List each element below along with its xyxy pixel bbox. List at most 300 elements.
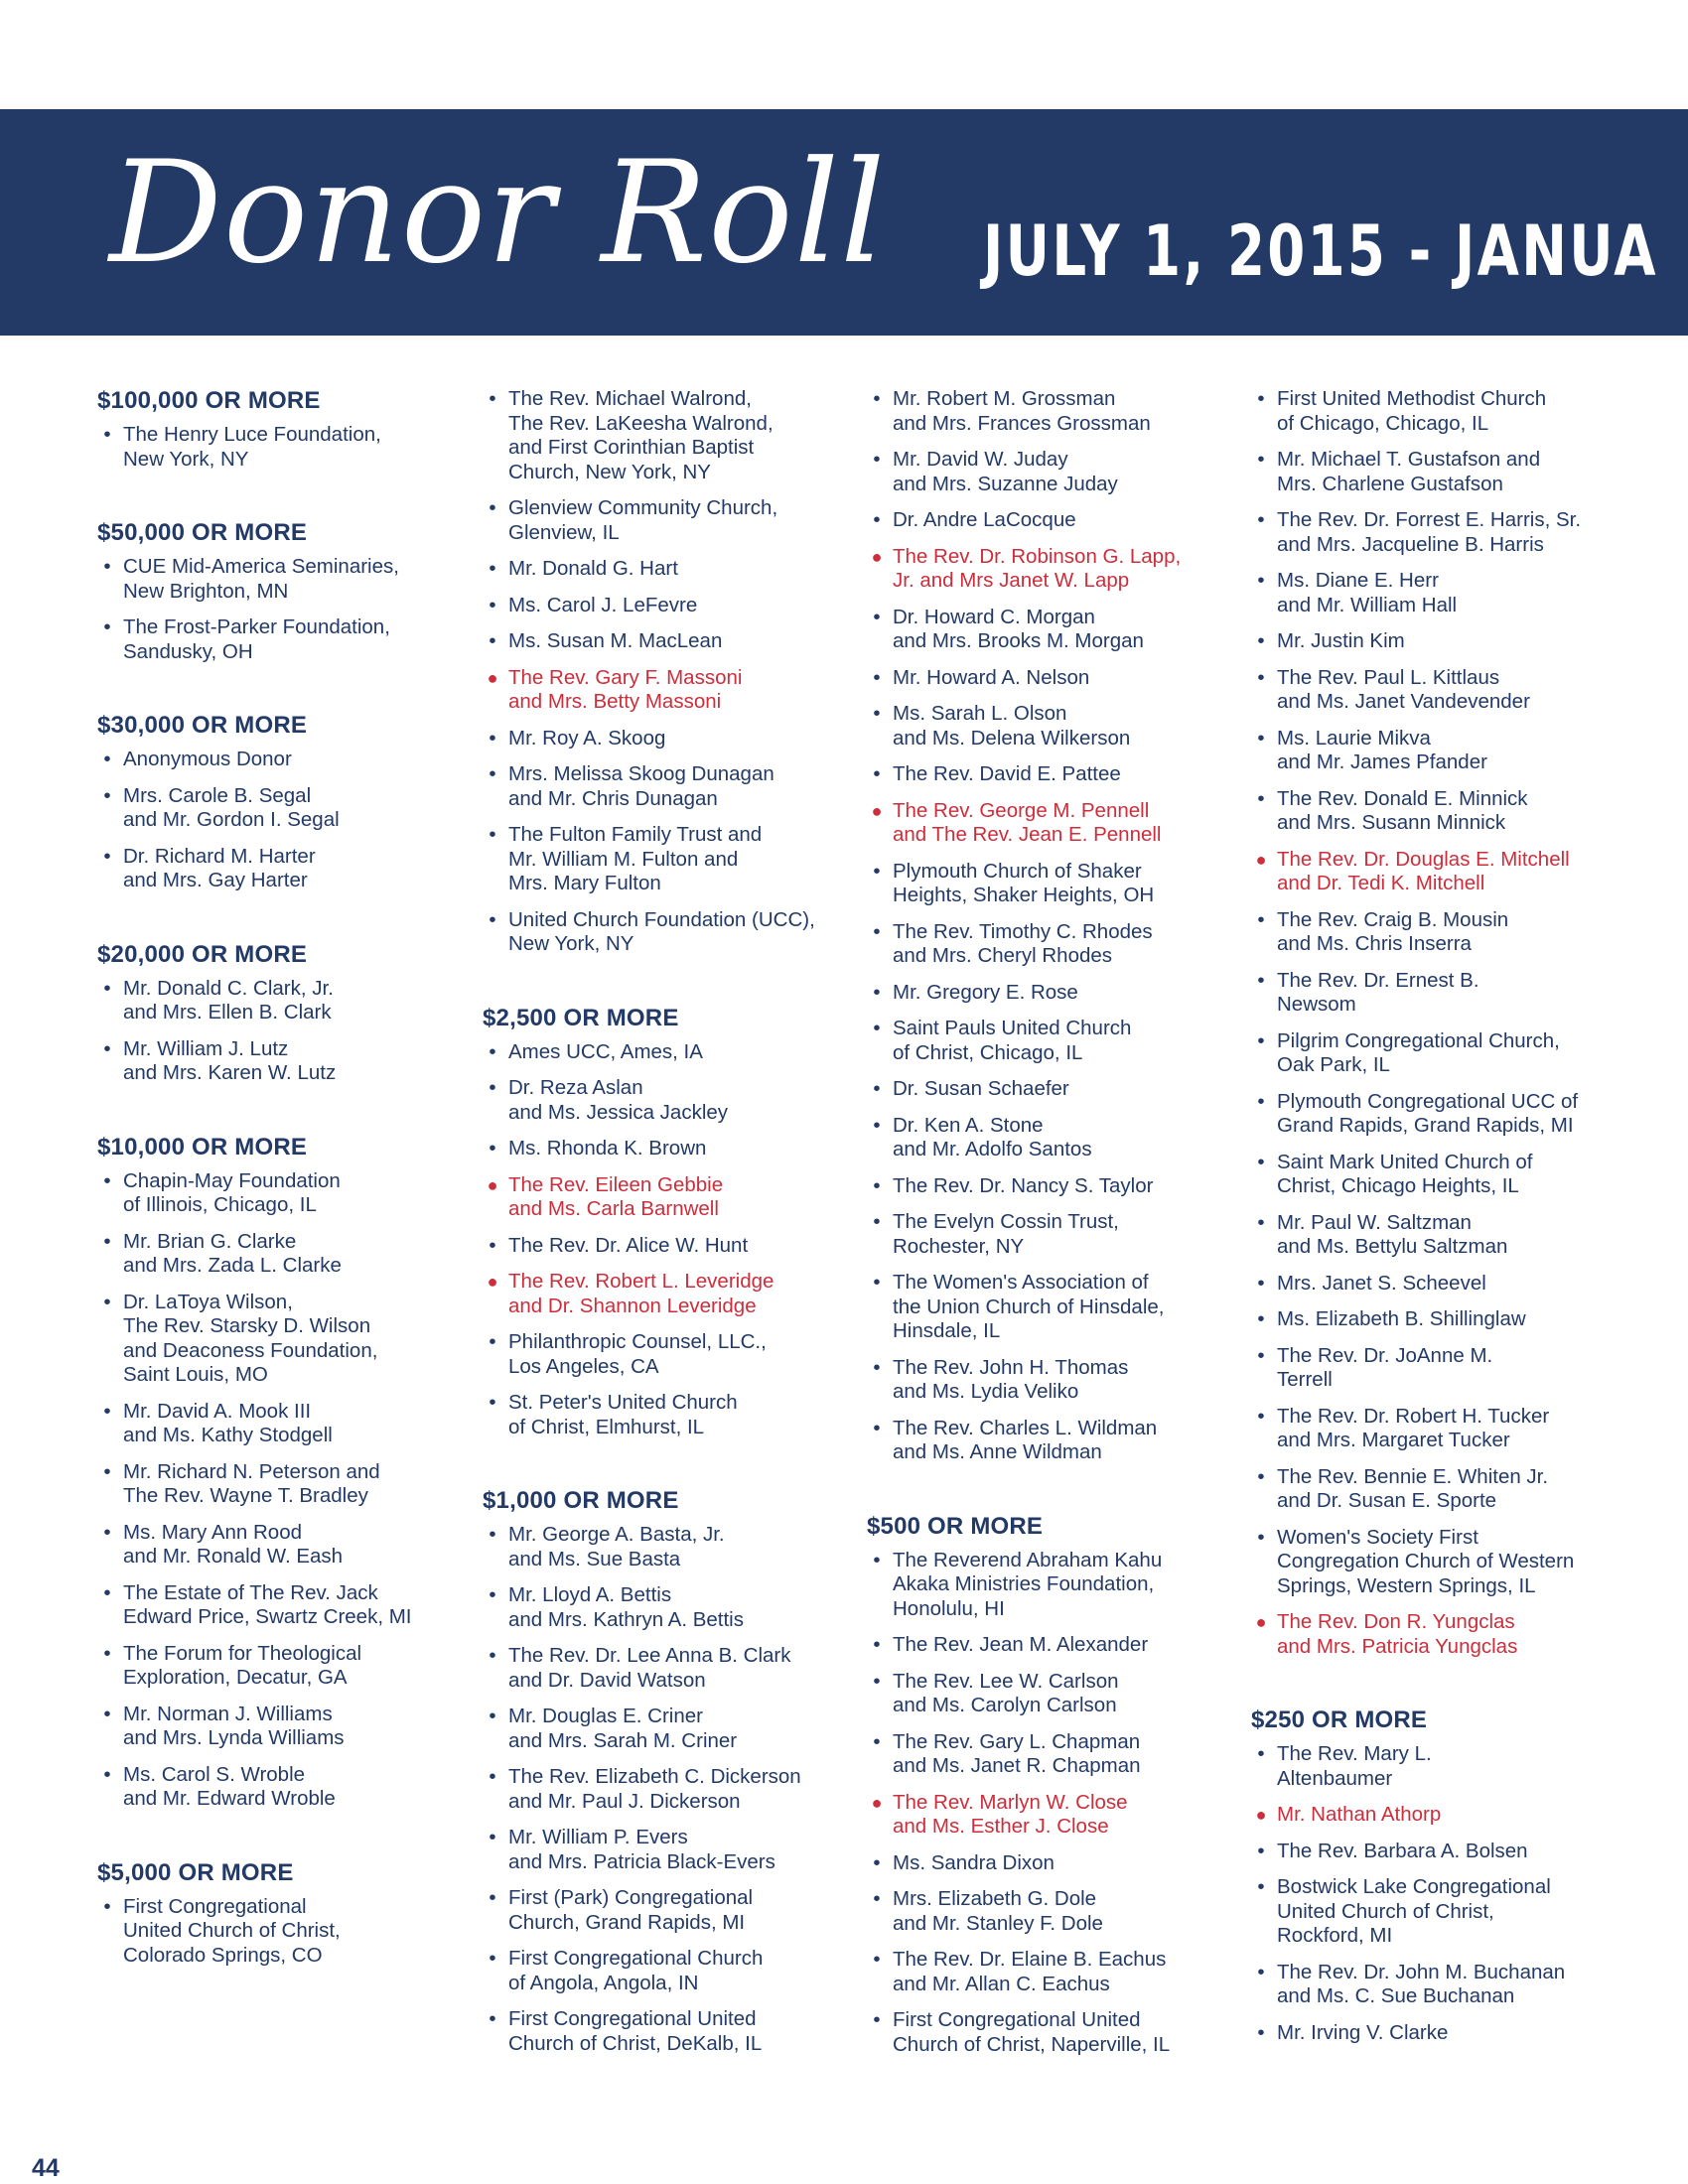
bullet-icon: • — [873, 762, 881, 785]
donor-column-2 — [483, 387, 850, 2104]
donor-entry — [1251, 1344, 1618, 1393]
donor-name: Pilgrim Congregational Church, Oak Park, IL — [1277, 1028, 1560, 1076]
donor-name: The Frost-Parker Foundation, Sandusky, OH — [123, 615, 390, 663]
donor-entry — [97, 1291, 465, 1388]
giving-level-section — [97, 1859, 465, 1969]
bullet-icon: • — [1257, 1525, 1265, 1549]
donor-name: The Women's Association of the Union Church of Hinsdale, Hinsdale, IL — [893, 1271, 1165, 1342]
bullet-icon: • — [1257, 2020, 1265, 2044]
bullet-icon: • — [103, 976, 111, 1000]
donor-name: The Rev. Donald E. Minnick and Mrs. Susann Minnick — [1277, 786, 1528, 834]
bullet-icon: • — [103, 1036, 111, 1060]
donor-name: Mr. David A. Mook III and Ms. Kathy Stodgell — [123, 1399, 333, 1446]
donor-entry — [867, 448, 1234, 496]
bullet-icon: • — [1257, 1464, 1265, 1488]
bullet-icon: • — [1257, 387, 1265, 410]
donor-entry — [1251, 1405, 1618, 1453]
red-drop-icon: ● — [1255, 1805, 1267, 1825]
donor-entry — [483, 1523, 850, 1571]
bullet-icon: • — [1257, 1210, 1265, 1234]
donor-list — [483, 1523, 850, 2056]
donor-entry — [1251, 1465, 1618, 1514]
donor-name: Mr. Paul W. Saltzman and Ms. Bettylu Saltzman — [1277, 1210, 1508, 1258]
donor-name: The Rev. Dr. Robert H. Tucker and Mrs. Margaret Tucker — [1277, 1404, 1550, 1451]
donor-entry — [97, 1642, 465, 1691]
giving-level-section — [97, 519, 465, 664]
donor-name: First Congregational Church of Angola, Angola, IN — [508, 1947, 764, 1994]
donor-entry-highlighted — [867, 799, 1234, 848]
donor-entry — [97, 784, 465, 833]
donor-name: Ms. Rhonda K. Brown — [508, 1137, 707, 1160]
donor-entry — [1251, 1090, 1618, 1139]
donor-name: The Evelyn Cossin Trust, Rochester, NY — [893, 1210, 1119, 1258]
donor-name: The Rev. Marlyn W. Close and Ms. Esther J. Close — [893, 1790, 1128, 1838]
bullet-icon: • — [1257, 629, 1265, 652]
bullet-icon: • — [103, 615, 111, 638]
red-drop-icon: ● — [871, 1792, 883, 1813]
bullet-icon: • — [873, 1210, 881, 1233]
bullet-icon: • — [489, 762, 496, 785]
donor-entry — [1251, 1151, 1618, 1199]
donor-list — [97, 977, 465, 1086]
donor-name: The Rev. Dr. JoAnne M. Terrell — [1277, 1343, 1493, 1391]
bullet-icon: • — [103, 844, 111, 868]
donor-name: The Rev. Dr. Ernest B. Newsom — [1277, 968, 1479, 1016]
donor-entry-highlighted — [1251, 1803, 1618, 1828]
donor-name: Ms. Laurie Mikva and Mr. James Pfander — [1277, 726, 1487, 773]
bullet-icon: • — [103, 748, 111, 770]
donor-column-3 — [867, 387, 1234, 2105]
donor-name: The Rev. Dr. Alice W. Hunt — [508, 1233, 749, 1257]
red-drop-icon: ● — [487, 667, 498, 688]
donor-column-4 — [1251, 387, 1618, 2093]
donor-entry — [867, 1730, 1234, 1779]
bullet-icon: • — [873, 1416, 881, 1439]
giving-level-heading: $20,000 OR MORE — [97, 940, 308, 968]
donor-name: First Congregational United Church of Christ, Naperville, IL — [893, 2008, 1171, 2056]
donor-entry — [97, 423, 465, 472]
donor-entry — [1251, 1211, 1618, 1260]
bullet-icon: • — [489, 1330, 496, 1353]
giving-level-section — [97, 387, 465, 472]
red-drop-icon: ● — [487, 1272, 498, 1292]
bullet-icon: • — [873, 2008, 881, 2031]
donor-entry-highlighted — [867, 545, 1234, 594]
donor-name: The Estate of The Rev. Jack Edward Price, Swartz Creek, MI — [123, 1580, 412, 1628]
donor-name: The Rev. Don R. Yungclas and Mrs. Patricia Yungclas — [1277, 1610, 1518, 1658]
donor-entry — [1251, 727, 1618, 775]
donor-entry — [97, 615, 465, 664]
donor-entry — [483, 1947, 850, 1995]
donor-name: Mrs. Janet S. Scheevel — [1277, 1271, 1486, 1295]
donor-entry — [1251, 1840, 1618, 1864]
red-drop-icon: ● — [871, 800, 883, 821]
donor-entry — [483, 1765, 850, 1814]
donor-name: The Rev. Elizabeth C. Dickerson and Mr. Paul J. Dickerson — [508, 1765, 801, 1813]
bullet-icon: • — [489, 1947, 496, 1970]
bullet-icon: • — [103, 1580, 111, 1604]
bullet-icon: • — [489, 496, 496, 519]
bullet-icon: • — [489, 1523, 496, 1546]
donor-name: First Congregational United Church of Christ, DeKalb, IL — [508, 2007, 763, 2055]
donor-name: The Rev. George M. Pennell and The Rev. Jean E. Pennell — [893, 798, 1162, 846]
donor-entry — [1251, 1029, 1618, 1078]
donor-name: Plymouth Church of Shaker Heights, Shaker Heights, OH — [893, 859, 1155, 906]
donor-entry — [1251, 1875, 1618, 1949]
donor-name: Mr. William J. Lutz and Mrs. Karen W. Lutz — [123, 1036, 337, 1084]
donor-entry — [483, 2007, 850, 2056]
bullet-icon: • — [1257, 1343, 1265, 1367]
donor-name: Ms. Carol J. LeFevre — [508, 593, 698, 616]
giving-level-heading: $50,000 OR MORE — [97, 519, 308, 546]
giving-level-heading: $2,500 OR MORE — [483, 1004, 679, 1031]
bullet-icon: • — [1257, 1875, 1265, 1898]
donor-entry — [1251, 787, 1618, 836]
bullet-icon: • — [873, 1113, 881, 1137]
donor-entry — [483, 1076, 850, 1125]
donor-entry — [97, 748, 465, 772]
donor-name: Dr. Andre LaCocque — [893, 508, 1076, 531]
donor-entry — [1251, 569, 1618, 617]
donor-entry — [483, 1644, 850, 1693]
donor-entry — [483, 1886, 850, 1935]
bullet-icon: • — [489, 629, 496, 652]
bullet-icon: • — [873, 1887, 881, 1910]
bullet-icon: • — [1257, 786, 1265, 810]
donor-list — [867, 387, 1234, 1465]
bullet-icon: • — [103, 1641, 111, 1665]
bullet-icon: • — [103, 1702, 111, 1725]
bullet-icon: • — [873, 980, 881, 1004]
donor-entry — [97, 1400, 465, 1448]
donor-entry — [483, 908, 850, 957]
giving-level-section — [1251, 387, 1618, 1659]
giving-level-section — [97, 712, 465, 893]
donor-entry — [97, 1581, 465, 1630]
bullet-icon: • — [103, 1290, 111, 1313]
bullet-icon: • — [873, 1669, 881, 1693]
bullet-icon: • — [873, 1017, 881, 1039]
bullet-icon: • — [873, 387, 881, 410]
donor-name: The Rev. Timothy C. Rhodes and Mrs. Cheryl Rhodes — [893, 919, 1153, 967]
donor-name: Mr. Brian G. Clarke and Mrs. Zada L. Clarke — [123, 1229, 342, 1277]
donor-list — [1251, 387, 1618, 1659]
donor-list — [867, 1549, 1234, 2058]
giving-level-heading: $30,000 OR MORE — [97, 712, 308, 739]
donor-entry — [1251, 1742, 1618, 1791]
donor-name: Mrs. Carole B. Segal and Mr. Gordon I. Segal — [123, 783, 340, 831]
donor-list — [97, 423, 465, 472]
donor-entry — [97, 1521, 465, 1570]
donor-name: First (Park) Congregational Church, Grand Rapids, MI — [508, 1886, 754, 1934]
donor-entry — [867, 1549, 1234, 1622]
bullet-icon: • — [103, 423, 111, 446]
donor-name: Ms. Diane E. Herr and Mr. William Hall — [1277, 569, 1458, 616]
donor-entry — [867, 860, 1234, 908]
donor-name: Dr. Reza Aslan and Ms. Jessica Jackley — [508, 1076, 729, 1124]
donor-name: The Rev. Dr. Robinson G. Lapp, Jr. and Mrs Janet W. Lapp — [893, 544, 1182, 592]
donor-name: Mr. Justin Kim — [1277, 629, 1405, 652]
donor-column-1 — [97, 387, 465, 2015]
donor-entry-highlighted — [1251, 1610, 1618, 1659]
bullet-icon: • — [489, 387, 496, 410]
donor-entry — [867, 702, 1234, 751]
donor-name: Mrs. Melissa Skoog Dunagan and Mr. Chris Dunagan — [508, 762, 774, 810]
donor-name: Ms. Susan M. MacLean — [508, 629, 723, 652]
giving-level-section — [867, 1513, 1234, 2058]
donor-list — [1251, 1742, 1618, 2045]
donor-entry — [483, 629, 850, 654]
bullet-icon: • — [873, 1271, 881, 1294]
bullet-icon: • — [103, 1459, 111, 1483]
donor-name: Mr. Howard A. Nelson — [893, 665, 1090, 689]
donor-name: Mrs. Elizabeth G. Dole and Mr. Stanley F. Dole — [893, 1887, 1103, 1935]
donor-list — [97, 1895, 465, 1969]
donor-name: The Rev. Michael Walrond, The Rev. LaKeesha Walrond, and First Corinthian Baptist Church, New York, NY — [508, 387, 774, 483]
donor-entry — [1251, 387, 1618, 436]
giving-level-heading: $250 OR MORE — [1251, 1706, 1428, 1733]
donor-entry — [867, 1114, 1234, 1162]
donor-entry — [867, 606, 1234, 654]
donor-name: Dr. Ken A. Stone and Mr. Adolfo Santos — [893, 1113, 1092, 1160]
bullet-icon: • — [103, 1894, 111, 1918]
bullet-icon: • — [873, 1548, 881, 1571]
donor-name: First United Methodist Church of Chicago, Chicago, IL — [1277, 387, 1547, 435]
donor-list — [483, 1040, 850, 1440]
red-drop-icon: ● — [1255, 849, 1267, 870]
donor-name: The Rev. Dr. Elaine B. Eachus and Mr. Allan C. Eachus — [893, 1948, 1167, 1995]
donor-entry — [97, 845, 465, 893]
giving-level-section — [867, 387, 1234, 1465]
giving-level-section — [97, 1134, 465, 1812]
bullet-icon: • — [1257, 448, 1265, 471]
donor-name: The Rev. Dr. Nancy S. Taylor — [893, 1173, 1154, 1197]
donor-name: Ms. Sandra Dixon — [893, 1850, 1055, 1874]
bullet-icon: • — [873, 665, 881, 689]
bullet-icon: • — [489, 557, 496, 580]
donor-list — [97, 555, 465, 664]
title-banner — [0, 109, 1688, 336]
donor-entry — [483, 1583, 850, 1632]
donor-entry — [1251, 1526, 1618, 1599]
donor-entry — [1251, 629, 1618, 654]
donor-name: Philanthropic Counsel, LLC., Los Angeles, CA — [508, 1330, 767, 1378]
donor-entry — [867, 1210, 1234, 1259]
donor-name: Mr. Douglas E. Criner and Mrs. Sarah M. Criner — [508, 1705, 738, 1752]
donor-entry-highlighted — [483, 666, 850, 715]
bullet-icon: • — [489, 1039, 496, 1063]
donor-name: The Rev. Barbara A. Bolsen — [1277, 1839, 1528, 1862]
donor-entry-highlighted — [1251, 848, 1618, 896]
red-drop-icon: ● — [1255, 1612, 1267, 1632]
bullet-icon: • — [873, 1077, 881, 1100]
bullet-icon: • — [489, 2007, 496, 2030]
donor-name: The Rev. Eileen Gebbie and Ms. Carla Barnwell — [508, 1172, 724, 1220]
bullet-icon: • — [873, 448, 881, 471]
donor-name: CUE Mid-America Seminaries, New Brighton, MN — [123, 555, 399, 603]
bullet-icon: • — [1257, 1307, 1265, 1330]
donor-entry — [97, 1230, 465, 1279]
donor-name: Dr. Richard M. Harter and Mrs. Gay Harter — [123, 844, 316, 891]
donor-entry — [483, 1391, 850, 1439]
donor-entry — [97, 1703, 465, 1751]
donor-entry — [483, 1705, 850, 1753]
donor-name: Mr. Lloyd A. Bettis and Mrs. Kathryn A. Bettis — [508, 1583, 744, 1631]
donor-entry — [1251, 448, 1618, 496]
donor-list — [97, 1169, 465, 1812]
bullet-icon: • — [873, 859, 881, 883]
bullet-icon: • — [489, 1583, 496, 1606]
donor-entry — [483, 496, 850, 545]
bullet-icon: • — [1257, 1028, 1265, 1052]
donor-name: First Congregational United Church of Christ, Colorado Springs, CO — [123, 1894, 341, 1967]
donor-entry-highlighted — [867, 1791, 1234, 1840]
page-number: 44 — [32, 2154, 60, 2182]
bullet-icon: • — [489, 1391, 496, 1414]
donor-entry — [97, 1763, 465, 1812]
bullet-icon: • — [103, 1762, 111, 1786]
giving-level-section — [483, 1005, 850, 1440]
donor-entry — [97, 555, 465, 604]
bullet-icon: • — [489, 1076, 496, 1099]
donor-name: Plymouth Congregational UCC of Grand Rapids, Grand Rapids, MI — [1277, 1089, 1579, 1137]
giving-level-section — [483, 387, 850, 957]
banner-date-range: JULY 1, 2015 - JANUA — [983, 210, 1658, 292]
bullet-icon: • — [873, 702, 881, 725]
donor-entry-highlighted — [483, 1173, 850, 1222]
donor-entry — [1251, 908, 1618, 957]
bullet-icon: • — [1257, 907, 1265, 931]
red-drop-icon: ● — [487, 1174, 498, 1195]
donor-entry — [867, 762, 1234, 787]
donor-entry — [867, 1633, 1234, 1658]
giving-level-heading: $5,000 OR MORE — [97, 1858, 294, 1886]
donor-entry — [1251, 2021, 1618, 2046]
donor-entry — [483, 762, 850, 811]
donor-entry — [97, 1895, 465, 1969]
donor-name: The Rev. Dr. Douglas E. Mitchell and Dr. Tedi K. Mitchell — [1277, 847, 1570, 894]
donor-name: The Rev. Mary L. Altenbaumer — [1277, 1742, 1432, 1790]
donor-name: Ms. Mary Ann Rood and Mr. Ronald W. Eash — [123, 1520, 344, 1568]
donor-name: The Rev. Paul L. Kittlaus and Ms. Janet Vandevender — [1277, 665, 1530, 713]
donor-entry — [1251, 1307, 1618, 1332]
donor-entry — [483, 1137, 850, 1161]
donor-name: Dr. Howard C. Morgan and Mrs. Brooks M. Morgan — [893, 605, 1144, 652]
donor-name: The Rev. Gary L. Chapman and Ms. Janet R. Chapman — [893, 1729, 1141, 1777]
donor-name: The Reverend Abraham Kahu Akaka Ministries Foundation, Honolulu, HI — [893, 1548, 1163, 1620]
donor-name: Mr. Nathan Athorp — [1277, 1803, 1442, 1826]
donor-name: The Henry Luce Foundation, New York, NY — [123, 423, 381, 471]
giving-level-section — [97, 941, 465, 1086]
bullet-icon: • — [489, 1233, 496, 1257]
donor-entry — [867, 2008, 1234, 2057]
donor-name: The Rev. Bennie E. Whiten Jr. and Dr. Susan E. Sporte — [1277, 1464, 1549, 1512]
donor-entry — [1251, 1961, 1618, 2009]
donor-entry — [867, 1077, 1234, 1102]
donor-list — [97, 748, 465, 893]
donor-entry — [1251, 666, 1618, 715]
donor-name: The Rev. Robert L. Leveridge and Dr. Shannon Leveridge — [508, 1270, 774, 1317]
bullet-icon: • — [1257, 508, 1265, 531]
bullet-icon: • — [873, 1850, 881, 1874]
donor-name: The Rev. Dr. John M. Buchanan and Ms. C. Sue Buchanan — [1277, 1960, 1566, 2007]
donor-entry — [97, 1169, 465, 1218]
donor-entry — [867, 387, 1234, 436]
donor-entry — [483, 823, 850, 896]
bullet-icon: • — [103, 555, 111, 578]
donor-name: The Rev. Jean M. Alexander — [893, 1633, 1149, 1656]
donor-name: Mr. Gregory E. Rose — [893, 980, 1078, 1004]
donor-name: Chapin-May Foundation of Illinois, Chicago, IL — [123, 1168, 341, 1216]
donor-name: United Church Foundation (UCC), New York, NY — [508, 907, 815, 955]
donor-name: Mr. Roy A. Skoog — [508, 726, 666, 750]
bullet-icon: • — [873, 1633, 881, 1656]
giving-level-section — [1251, 1706, 1618, 2045]
bullet-icon: • — [1257, 968, 1265, 992]
bullet-icon: • — [1257, 569, 1265, 592]
bullet-icon: • — [1257, 665, 1265, 689]
giving-level-heading: $10,000 OR MORE — [97, 1133, 308, 1160]
donor-entry — [867, 1670, 1234, 1718]
donor-entry — [483, 1330, 850, 1379]
donor-name: Ames UCC, Ames, IA — [508, 1039, 703, 1063]
donor-name: Ms. Sarah L. Olson and Ms. Delena Wilkerson — [893, 702, 1131, 750]
donor-name: The Rev. Lee W. Carlson and Ms. Carolyn Carlson — [893, 1669, 1119, 1716]
donor-name: The Rev. Gary F. Massoni and Mrs. Betty Massoni — [508, 665, 743, 713]
donor-name: Mr. Norman J. Williams and Mrs. Lynda Williams — [123, 1702, 345, 1749]
bullet-icon: • — [1257, 1404, 1265, 1428]
donor-name: Mr. Donald G. Hart — [508, 557, 678, 580]
donor-name: Saint Mark United Church of Christ, Chicago Heights, IL — [1277, 1150, 1533, 1197]
donor-name: Mr. William P. Evers and Mrs. Patricia Black-Evers — [508, 1826, 775, 1873]
donor-name: The Rev. John H. Thomas and Ms. Lydia Veliko — [893, 1355, 1129, 1403]
bullet-icon: • — [873, 919, 881, 943]
donor-entry — [97, 977, 465, 1025]
bullet-icon: • — [1257, 1089, 1265, 1113]
donor-name: Ms. Carol S. Wroble and Mr. Edward Wroble — [123, 1762, 336, 1810]
donor-entry — [1251, 1272, 1618, 1297]
donor-entry — [867, 666, 1234, 691]
red-drop-icon: ● — [871, 546, 883, 567]
donor-name: Dr. LaToya Wilson, The Rev. Starsky D. Wilson and Deaconess Foundation, Saint Louis, MO — [123, 1290, 378, 1386]
donor-name: The Rev. David E. Pattee — [893, 762, 1121, 785]
donor-name: Dr. Susan Schaefer — [893, 1077, 1069, 1100]
donor-entry — [867, 1851, 1234, 1876]
bullet-icon: • — [489, 1705, 496, 1727]
donor-entry — [1251, 969, 1618, 1018]
bullet-icon: • — [103, 1520, 111, 1544]
donor-entry — [867, 981, 1234, 1006]
donor-name: Women's Society First Congregation Church of Western Springs, Western Springs, IL — [1277, 1525, 1575, 1597]
giving-level-heading: $1,000 OR MORE — [483, 1487, 679, 1514]
donor-entry — [483, 594, 850, 618]
donor-entry — [867, 1271, 1234, 1344]
bullet-icon: • — [489, 1826, 496, 1848]
donor-name: Saint Pauls United Church of Christ, Chicago, IL — [893, 1017, 1132, 1064]
bullet-icon: • — [873, 1729, 881, 1753]
donor-entry — [867, 1356, 1234, 1405]
donor-entry — [483, 557, 850, 582]
donor-name: Ms. Elizabeth B. Shillinglaw — [1277, 1307, 1526, 1330]
donor-entry — [867, 1887, 1234, 1936]
donor-entry — [1251, 508, 1618, 557]
donor-name: The Rev. Craig B. Mousin and Ms. Chris Inserra — [1277, 907, 1509, 955]
donor-name: Mr. David W. Juday and Mrs. Suzanne Juday — [893, 448, 1118, 495]
bullet-icon: • — [103, 783, 111, 807]
donor-name: Mr. Michael T. Gustafson and Mrs. Charlene Gustafson — [1277, 448, 1541, 495]
donor-entry — [867, 1417, 1234, 1465]
donor-name: Mr. Richard N. Peterson and The Rev. Wayne T. Bradley — [123, 1459, 380, 1507]
